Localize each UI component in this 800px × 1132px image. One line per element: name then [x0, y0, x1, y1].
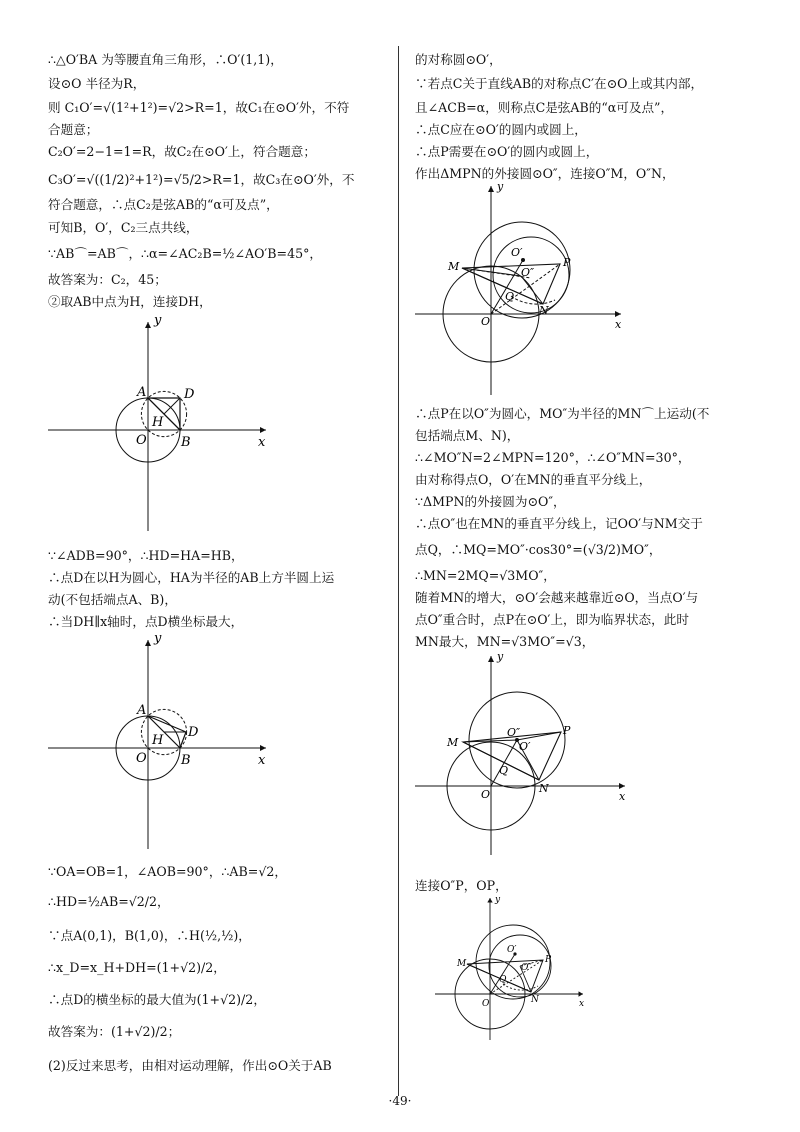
text-line: 点O″重合时，点P在⊙O′上，即为临界状态，此时 — [415, 612, 689, 627]
origin-label: O — [136, 751, 147, 766]
point-b-label: B — [181, 753, 191, 768]
x-axis-label: x — [619, 790, 626, 803]
text-line: (2)反过来思考，由相对运动理解，作出⊙O关于AB — [48, 1058, 332, 1073]
point-o-prime-label: O′ — [511, 246, 523, 259]
text-line: 由对称得点O，O′在MN的垂直平分线上， — [415, 472, 652, 487]
text-line: ∵若点C关于直线AB的对称点C′在⊙O上或其内部， — [415, 76, 704, 91]
text-line: 且∠ACB=α，则称点C是弦AB的“α可及点”， — [415, 100, 674, 115]
point-n-label: N — [539, 304, 549, 317]
text-line: ∴HD=½AB=√2/2， — [48, 894, 170, 909]
point-m-label: M — [448, 260, 460, 273]
text-line: 合题意； — [48, 122, 99, 137]
text-line: ∴点O″也在MN的垂直平分线上，记OO′与NM交于 — [415, 516, 703, 531]
text-line: 的对称圆⊙O′， — [415, 52, 502, 67]
text-line: ∵OA=OB=1，∠AOB=90°，∴AB=√2， — [48, 864, 287, 879]
figure-2 — [48, 634, 278, 854]
point-o-double-prime-label: O″ — [521, 963, 532, 973]
text-line: 故答案为：(1+√2)/2； — [48, 1024, 181, 1039]
origin-label: O — [481, 788, 491, 801]
point-n-label: N — [531, 995, 539, 1005]
point-a-label: A — [137, 703, 147, 718]
figure-3 — [415, 180, 635, 400]
point-p-label: P — [563, 724, 571, 737]
y-axis-label: y — [497, 650, 504, 663]
text-line: 则 C₁O′=√(1²+1²)=√2>R=1，故C₁在⊙O′外，不符 — [48, 100, 350, 115]
text-line: 设⊙O 半径为R， — [48, 76, 146, 91]
point-o-prime-label: O′ — [507, 945, 517, 955]
point-h-label: H — [152, 415, 164, 430]
text-line: ∵点A(0,1)，B(1,0)，∴H(½,½)， — [48, 928, 251, 943]
origin-label: O — [481, 315, 491, 328]
figure-1 — [48, 316, 278, 536]
text-line: ∵∠ADB=90°，∴HD=HA=HB， — [48, 548, 244, 563]
point-b-label: B — [181, 435, 191, 450]
text-line: ∴x_D=x_H+DH=(1+√2)/2， — [48, 960, 226, 975]
text-line: 随着MN的增大，⊙O′会越来越靠近⊙O，当点O′与 — [415, 590, 699, 605]
text-line: 可知B，O′，C₂三点共线， — [48, 220, 199, 235]
point-p-label: P — [563, 256, 571, 269]
text-line: 故答案为：C₂，45； — [48, 272, 167, 287]
text-line: ∴点C应在⊙O′的圆内或圆上， — [415, 122, 587, 137]
figure-5 — [435, 892, 615, 1042]
point-a-label: A — [137, 385, 147, 400]
x-axis-label: x — [258, 753, 266, 768]
point-o-double-prime-label: O″ — [507, 726, 521, 739]
x-axis-label: x — [258, 435, 266, 450]
text-line: ∴点D在以H为圆心，HA为半径的AB上方半圆上运 — [48, 570, 335, 585]
text-line: C₂O′=2−1=1=R，故C₂在⊙O′上，符合题意； — [48, 144, 316, 159]
text-line: ∴点P需要在⊙O′的圆内或圆上， — [415, 144, 599, 159]
text-line: ∴点P在以O″为圆心，MO″为半径的MN⌒上运动(不 — [415, 406, 710, 421]
point-n-label: N — [539, 782, 549, 795]
y-axis-label: y — [154, 634, 162, 646]
point-q-label: Q — [505, 290, 515, 303]
point-d-label: D — [184, 387, 195, 402]
text-line: ②取AB中点为H，连接DH， — [48, 294, 212, 309]
text-line: 连接O″P，OP， — [415, 878, 508, 893]
text-line: ∴△O′BA 为等腰直角三角形，∴O′(1,1)， — [48, 52, 283, 67]
point-m-label: M — [447, 736, 459, 749]
text-line: MN最大，MN=√3MO″=√3， — [415, 634, 595, 649]
text-line: 作出ΔMPN的外接圆⊙O″，连接O″M，O″N， — [415, 166, 675, 181]
text-line: ∴∠MO″N=2∠MPN=120°，∴∠O″MN=30°， — [415, 450, 691, 465]
column-divider — [398, 46, 399, 1096]
point-o-double-prime-label: O″ — [521, 266, 535, 279]
text-line: 符合题意，∴点C₂是弦AB的“α可及点”， — [48, 197, 279, 212]
point-q-label: Q — [499, 975, 507, 985]
origin-label: O — [482, 999, 490, 1009]
text-line: 包括端点M、N)， — [415, 428, 520, 443]
point-d-label: D — [188, 725, 199, 740]
point-q-label: Q — [499, 764, 509, 777]
text-line: ∵ΔMPN的外接圆为⊙O″， — [415, 494, 566, 509]
point-h-label: H — [152, 733, 164, 748]
text-line: 点Q，∴MQ=MO″·cos30°=(√3/2)MO″， — [415, 542, 662, 557]
origin-label: O — [136, 433, 147, 448]
figure-4 — [415, 650, 635, 860]
y-axis-label: y — [495, 895, 501, 905]
text-line: C₃O′=√((1/2)²+1²)=√5/2>R=1，故C₃在⊙O′外，不 — [48, 172, 355, 187]
point-o-prime-label: O′ — [519, 740, 531, 753]
y-axis-label: y — [497, 180, 504, 193]
text-line: 动(不包括端点A、B)， — [48, 592, 177, 607]
text-line: ∴当DH∥x轴时，点D横坐标最大， — [48, 614, 244, 629]
page-number: ·49· — [388, 1094, 412, 1108]
text-line: ∴点D的横坐标的最大值为(1+√2)/2， — [48, 992, 266, 1007]
text-line: ∴MN=2MQ=√3MO″， — [415, 568, 556, 583]
x-axis-label: x — [615, 318, 622, 331]
text-line: ∵AB⌒=AB⌒，∴α=∠AC₂B=½∠AO′B=45°， — [48, 246, 323, 261]
point-p-label: P — [545, 955, 552, 965]
y-axis-label: y — [154, 316, 162, 328]
point-m-label: M — [457, 959, 467, 969]
x-axis-label: x — [579, 999, 585, 1009]
